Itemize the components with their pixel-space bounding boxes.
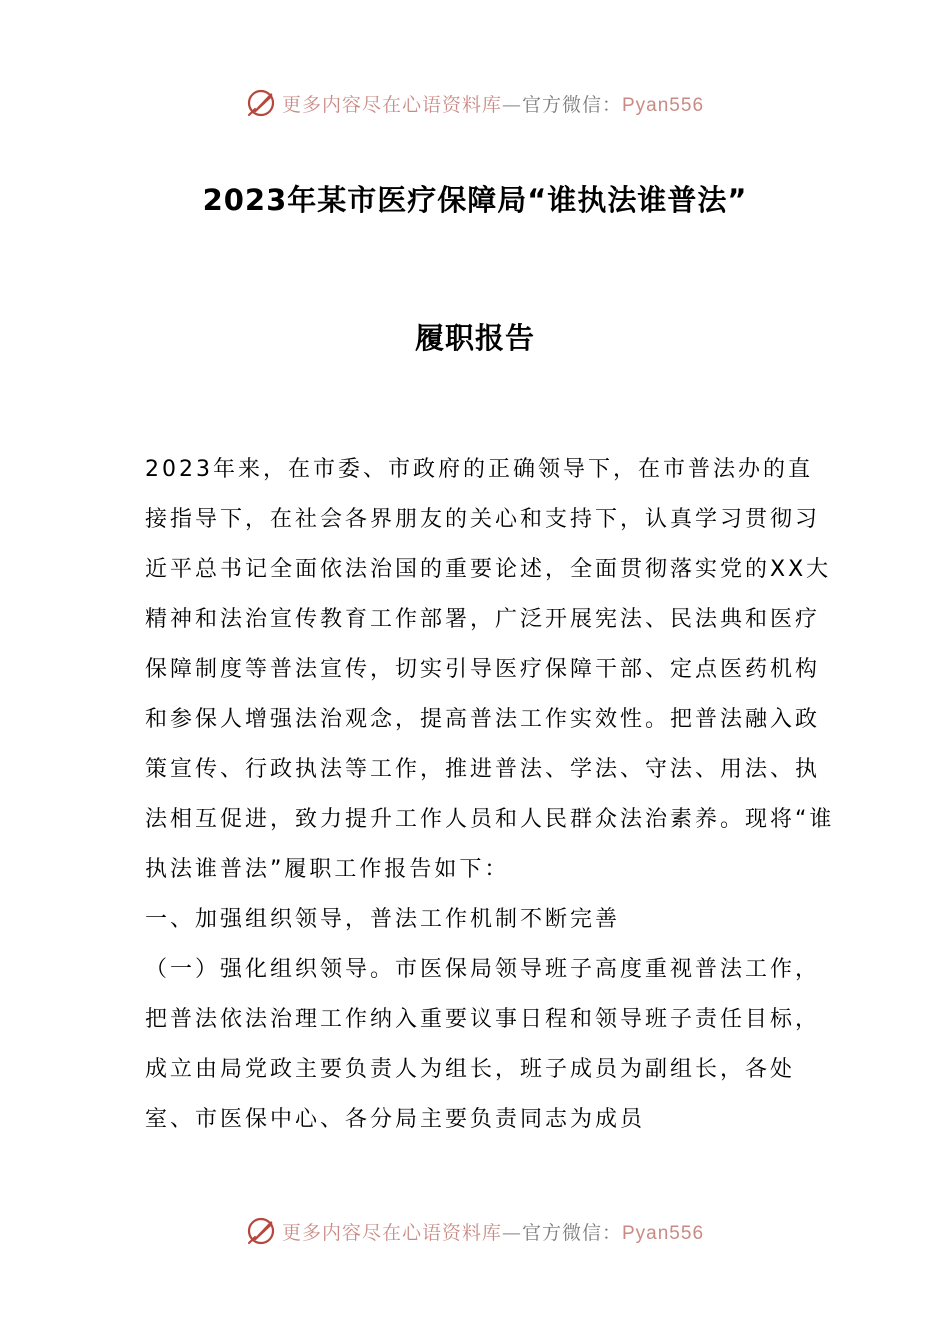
quill-pen-logo-icon (246, 1216, 276, 1246)
paragraph-intro: 2023年来，在市委、市政府的正确领导下，在市普法办的直接指导下，在社会各界朋友的关心和支持下，认真学习贯彻习近平总书记全面依法治国的重要论述，全面贯彻落实党的XX大精神和法治宣传教育工作部署，广泛开展宪法、民法典和医疗保障制度等普法宣传，切实引导医疗保障干部、定点医药机构和参保人增强法治观念，提高普法工作实效性。把普法融入政策宣传、行政执法等工作，推进普法、学法、守法、用法、执法相互促进，致力提升工作人员和人民群众法治素养。现将“谁执法谁普法”履职工作报告如下： (145, 457, 835, 882)
watermark-brand-text: 更多内容尽在心语资料库 (281, 93, 502, 116)
watermark-official-text: 官方微信： (521, 93, 622, 116)
quill-pen-logo-icon (246, 88, 276, 118)
watermark-official-text: 官方微信： (521, 1221, 622, 1244)
document-title-line-2: 履职报告 (414, 321, 535, 355)
section-heading-1: 一、加强组织领导，普法工作机制不断完善 (145, 907, 621, 932)
footer-watermark (0, 1214, 950, 1248)
document-body (145, 445, 835, 1145)
header-watermark (0, 86, 950, 120)
watermark-brand-text: 更多内容尽在心语资料库 (281, 1221, 502, 1244)
watermark-wechat-id: Pyan556 (622, 94, 705, 116)
document-title-line-1: 2023年某市医疗保障局“谁执法谁普法” (202, 183, 748, 217)
watermark-separator: — (501, 1221, 522, 1244)
paragraph-section-1-1: （一）强化组织领导。市医保局领导班子高度重视普法工作，把普法依法治理工作纳入重要议事日程和领导班子责任目标，成立由局党政主要负责人为组长，班子成员为副组长，各处室、市医保中心、各分局主要负责同志为成员 (145, 957, 821, 1132)
watermark-wechat-id: Pyan556 (622, 1222, 705, 1244)
watermark-separator: — (501, 93, 522, 116)
